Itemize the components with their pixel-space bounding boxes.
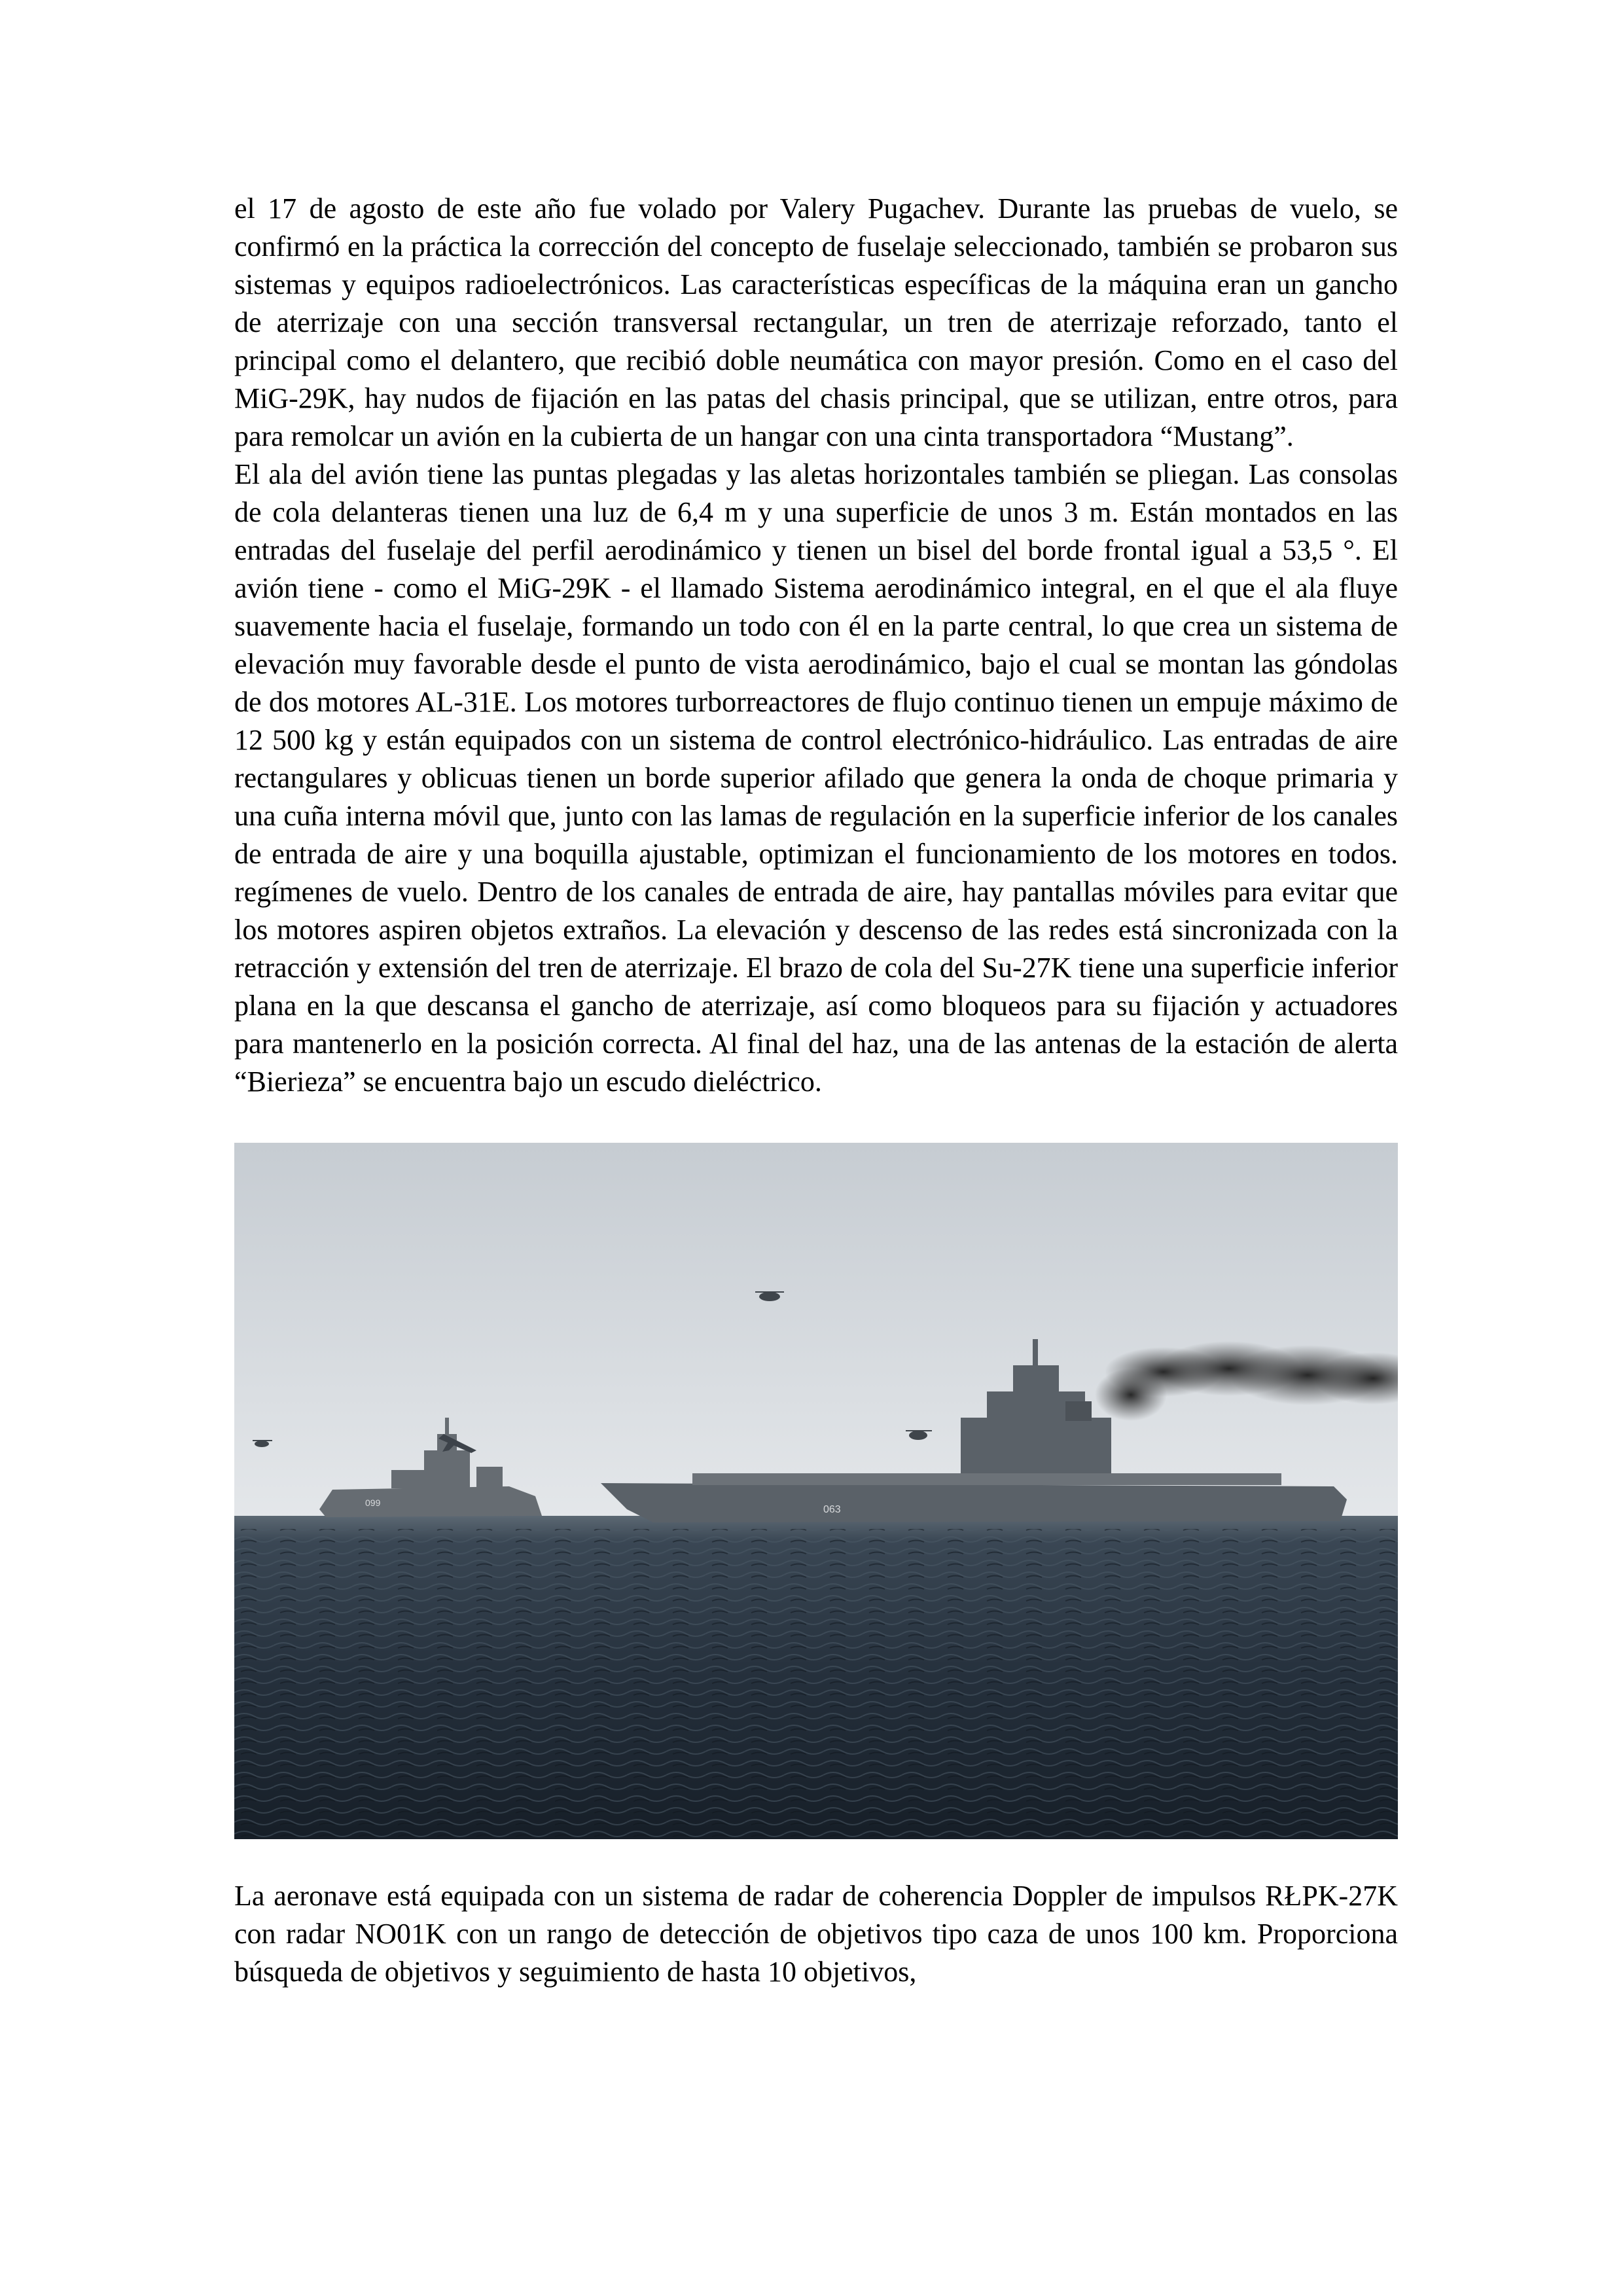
sky [234, 1143, 1398, 1520]
spacer [234, 1839, 1398, 1877]
paragraph-2: El ala del avión tiene las puntas plegadas y las aletas horizontales también se pliegan. Las consolas de cola delanteras tienen una luz de 6,4 m y una superficie de unos 3 m. Están montados en las entradas del fuselaje del perfil aerodinámico y tienen un bisel del borde frontal igual a 53,5 °. El avión tiene - como el MiG-29K - el llamado Sistema aerodinámico integral, en el que el ala fluye suavemente hacia el fuselaje, formando un todo con él en la parte central, lo que crea un sistema de elevación muy favorable desde el punto de vista aerodinámico, bajo el cual se montan las góndolas de dos motores AL-31E. Los motores turborreactores de flujo continuo tienen un empuje máximo de 12 500 kg y están equipados con un sistema de control electrónico-hidráulico. Las entradas de aire rectangulares y oblicuas tienen un borde superior afilado que genera la onda de choque primaria y una cuña interna móvil que, junto con las lamas de regulación en la superficie inferior de los canales de entrada de aire y una boquilla ajustable, optimizan el funcionamiento de los motores en todos. regímenes de vuelo. Dentro de los canales de entrada de aire, hay pantallas móviles para evitar que los motores aspiren objetos extraños. La elevación y descenso de las redes está sincronizada con la retracción y extensión del tren de aterrizaje. El brazo de cola del Su-27K tiene una superficie inferior plana en la que descansa el gancho de aterrizaje, así como bloqueos para su fijación y actuadores para mantenerlo en la posición correcta. Al final del haz, una de las antenas de la estación de alerta “Bierieza” se encuentra bajo un escudo dieléctrico. [234, 458, 1398, 1098]
carrier-hull-number: 063 [823, 1504, 841, 1515]
sea-waves [234, 1529, 1398, 1839]
aircraft-carrier-photo [234, 1143, 1398, 1839]
cruiser-hull-number: 099 [365, 1498, 381, 1508]
document-page [234, 190, 1398, 1991]
paragraph-1: el 17 de agosto de este año fue volado por Valery Pugachev. Durante las pruebas de vuelo, se confirmó en la práctica la corrección del concepto de fuselaje seleccionado, también se probaron sus sistemas y equipos radioelectrónicos. Las características específicas de la máquina eran un gancho de aterrizaje con una sección transversal rectangular, un tren de aterrizaje reforzado, tanto el principal como el delantero, que recibió doble neumática con mayor presión. Como en el caso del MiG-29K, hay nudos de fijación en las patas del chasis principal, que se utilizan, entre otros, para para remolcar un avión en la cubierta de un hangar con una cinta transportadora “Mustang”. [234, 192, 1398, 452]
paragraph-3: La aeronave está equipada con un sistema de radar de coherencia Doppler de impulsos RŁPK-27K con radar NO01K con un rango de detección de objetivos tipo caza de unos 100 km. Proporciona búsqueda de objetivos y seguimiento de hasta 10 objetivos, [234, 1880, 1398, 1988]
